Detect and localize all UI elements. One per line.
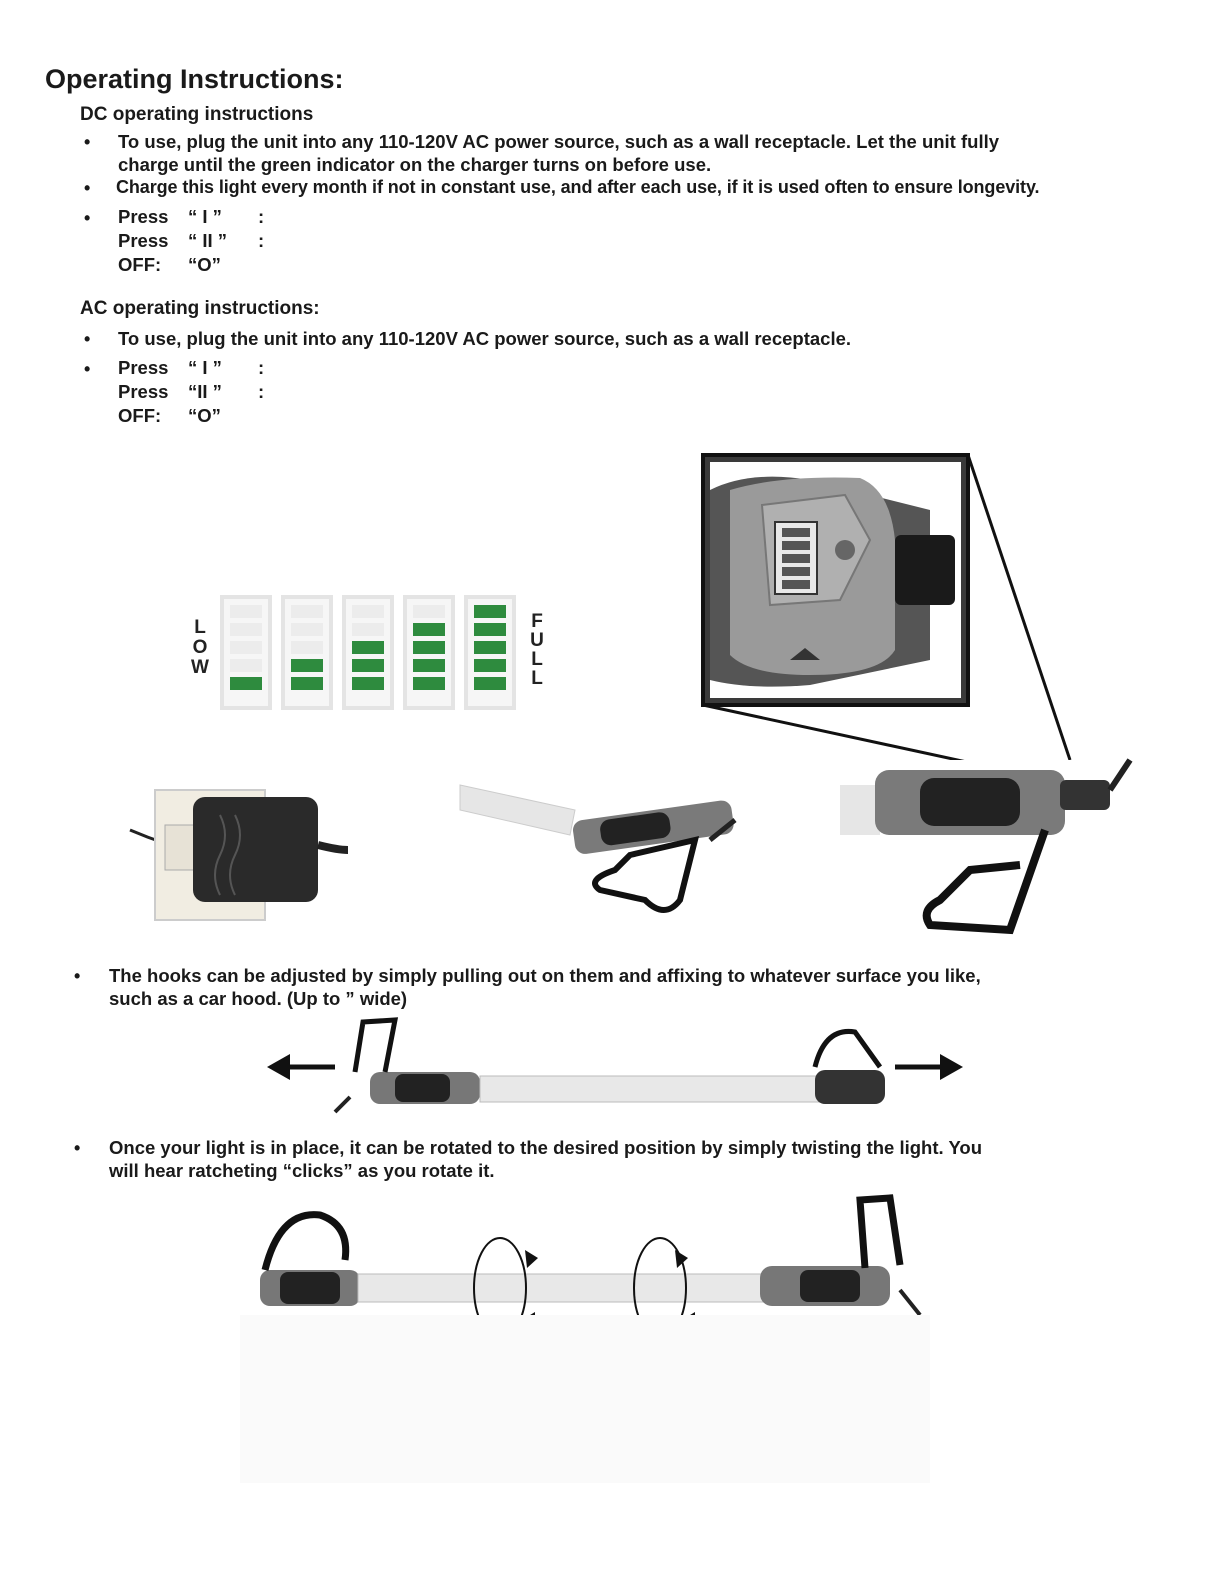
battery-segment-on — [474, 623, 506, 636]
dc-heading: DC operating instructions — [80, 104, 314, 125]
indicator-zoom-illustration — [690, 450, 1140, 760]
battery-segment-on — [474, 605, 506, 618]
press-row — [118, 404, 264, 428]
work-light-hook-illustration — [455, 780, 755, 930]
ac-heading: AC operating instructions: — [80, 298, 320, 319]
battery-segment-off — [352, 605, 384, 618]
rotate-line1: Once your light is in place, it can be rotated to the desired position by simply twisting the light. You — [109, 1137, 983, 1158]
press-key: “O” — [188, 405, 221, 426]
battery-segment-on — [291, 659, 323, 672]
full-label — [530, 611, 544, 689]
press-suffix: : — [258, 206, 265, 227]
full-letter: F — [531, 611, 543, 632]
hooks-line2: such as a car hood. (Up to ” wide) — [109, 988, 408, 1009]
dc-bullet1-line1: To use, plug the unit into any 110-120V AC power source, such as a wall receptacle. Let the unit fully — [118, 131, 1000, 152]
page-title: Operating Instructions: — [45, 64, 344, 94]
press-suffix: : — [258, 381, 265, 402]
battery-indicator-graphic — [180, 585, 560, 720]
battery-segment-on — [474, 677, 506, 690]
battery-panels — [220, 595, 516, 710]
full-letter: U — [530, 630, 544, 651]
battery-segment-off — [352, 623, 384, 636]
bullet: • — [74, 1138, 81, 1158]
battery-segment-off — [230, 659, 262, 672]
rotate-line2: will hear ratcheting “clicks” as you rotate it. — [109, 1160, 495, 1181]
arrow-left-icon — [267, 1054, 290, 1080]
bullet: • — [84, 359, 91, 379]
battery-segment-on — [413, 641, 445, 654]
dc-bullet2: Charge this light every month if not in constant use, and after each use, if it is used often to ensure longevity. — [116, 177, 1040, 197]
battery-segment-on — [230, 677, 262, 690]
press-row — [118, 253, 264, 277]
battery-segment-on — [291, 677, 323, 690]
ac-press-list — [118, 356, 264, 428]
hooks-line1: The hooks can be adjusted by simply pulling out on them and affixing to whatever surface you like, — [109, 965, 981, 986]
bullet: • — [84, 208, 91, 228]
press-key: “ I ” — [188, 206, 222, 227]
battery-segment-off — [291, 605, 323, 618]
press-row — [118, 229, 264, 253]
charger-plug-illustration — [125, 785, 360, 925]
press-key: “ II ” — [188, 230, 228, 251]
battery-segment-on — [413, 623, 445, 636]
battery-segment-on — [413, 659, 445, 672]
work-light-closeup-illustration — [840, 740, 1135, 940]
battery-segment-on — [352, 641, 384, 654]
bullet: • — [84, 178, 91, 198]
illustration-background — [240, 1315, 930, 1483]
battery-segment-off — [230, 623, 262, 636]
bullet: • — [84, 132, 91, 152]
press-key: “O” — [188, 254, 221, 275]
hooks-adjust-illustration — [255, 1012, 975, 1122]
battery-segment-off — [230, 605, 262, 618]
arrow-right-icon — [940, 1054, 963, 1080]
low-letter: W — [191, 657, 209, 678]
press-label: OFF: — [118, 405, 162, 426]
ac-bullet1: To use, plug the unit into any 110-120V AC power source, such as a wall receptacle. — [118, 328, 852, 349]
battery-segment-on — [352, 677, 384, 690]
battery-segment-off — [413, 605, 445, 618]
battery-segment-on — [413, 677, 445, 690]
battery-segment-on — [352, 659, 384, 672]
press-label: Press — [118, 357, 169, 378]
press-label: Press — [118, 230, 169, 251]
press-suffix: : — [258, 357, 265, 378]
battery-segment-off — [291, 641, 323, 654]
battery-segment-off — [230, 641, 262, 654]
dc-bullet1-line2: charge until the green indicator on the charger turns on before use. — [118, 154, 712, 175]
press-label: OFF: — [118, 254, 162, 275]
bullet: • — [74, 966, 81, 986]
battery-segment-on — [474, 641, 506, 654]
dc-press-list — [118, 205, 264, 277]
bullet: • — [84, 329, 91, 349]
battery-segment-off — [291, 623, 323, 636]
low-letter: L — [194, 617, 206, 638]
press-key: “II ” — [188, 381, 222, 402]
low-label — [191, 617, 209, 678]
low-letter: O — [192, 637, 208, 658]
press-key: “ I ” — [188, 357, 222, 378]
press-label: Press — [118, 381, 169, 402]
press-row — [118, 356, 264, 380]
battery-segment-on — [474, 659, 506, 672]
press-label: Press — [118, 206, 169, 227]
full-letter: L — [531, 649, 543, 670]
press-row — [118, 205, 264, 229]
press-suffix: : — [258, 230, 265, 251]
press-row — [118, 380, 264, 404]
full-letter: L — [531, 668, 543, 689]
